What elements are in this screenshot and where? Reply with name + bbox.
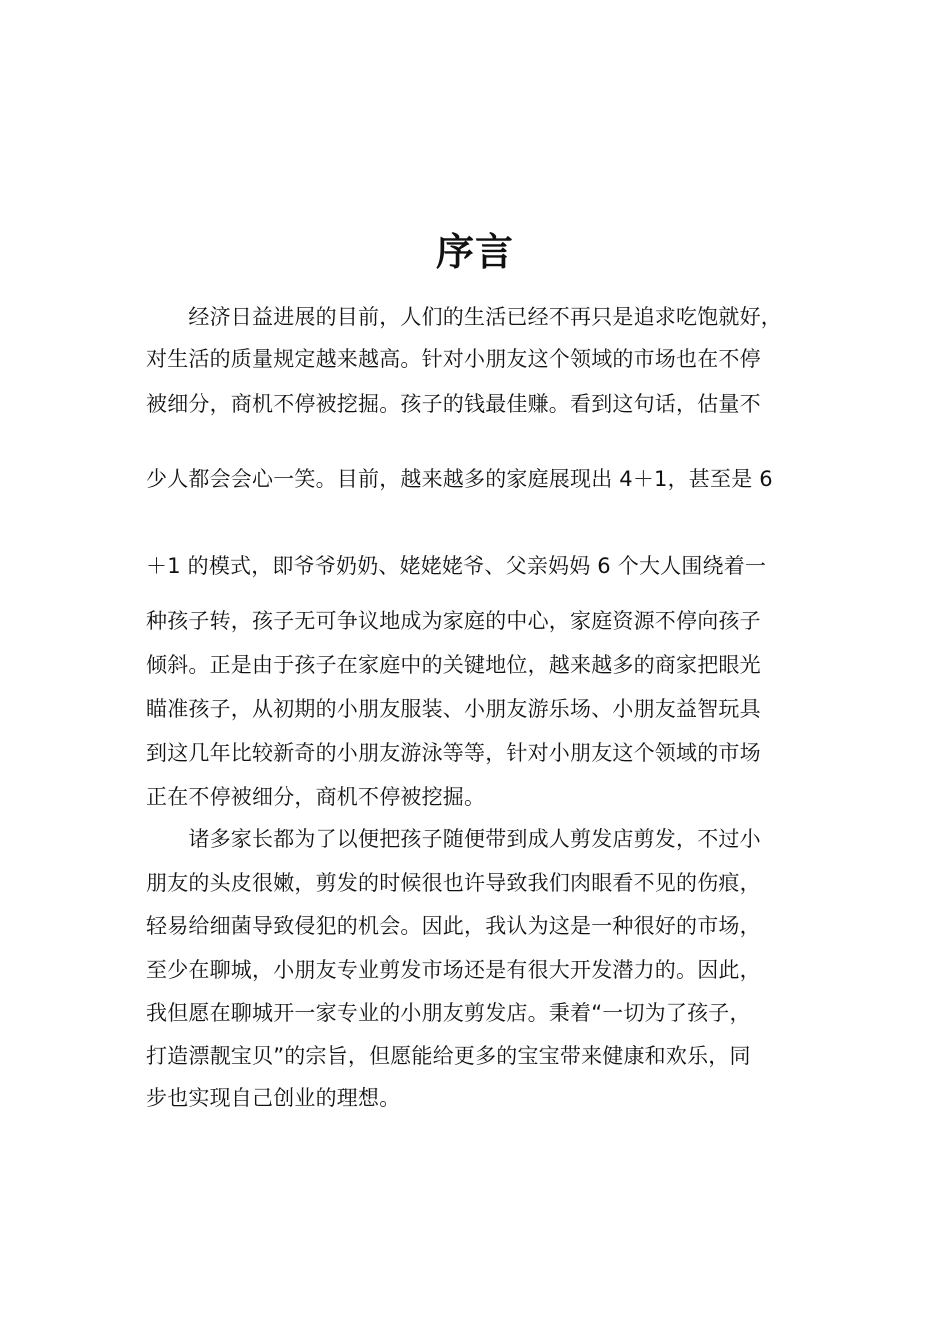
body-line-5: ＋1 的模式，即爷爷奶奶、姥姥姥爷、父亲妈妈 6 个大人围绕着一 [146,554,767,578]
body-line-14: 至少在聊城，小朋友专业剪发市场还是有很大开发潜力的。因此， [146,958,761,982]
body-line-9: 到这几年比较新奇的小朋友游泳等等，针对小朋友这个领域的市场 [146,741,761,765]
body-line-16: 打造漂靓宝贝”的宗旨，但愿能给更多的宝宝带来健康和欢乐，同 [146,1044,751,1068]
body-line-1: 经济日益进展的目前，人们的生活已经不再只是追求吃饱就好， [146,305,782,329]
body-line-15: 我但愿在聊城开一家专业的小朋友剪发店。秉着“一切为了孩子， [146,1001,751,1025]
body-line-2: 对生活的质量规定越来越高。针对小朋友这个领域的市场也在不停 [146,347,761,371]
body-line-11: 诸多家长都为了以便把孩子随便带到成人剪发店剪发，不过小 [146,827,761,851]
body-line-13: 轻易给细菌导致侵犯的机会。因此，我认为这是一种很好的市场， [146,914,761,938]
body-line-8: 瞄准孩子，从初期的小朋友服装、小朋友游乐场、小朋友益智玩具 [146,697,761,721]
body-line-7: 倾斜。正是由于孩子在家庭中的关键地位，越来越多的商家把眼光 [146,653,761,677]
body-line-17: 步也实现自己创业的理想。 [146,1086,401,1110]
body-line-3: 被细分，商机不停被挖掘。孩子的钱最佳赚。看到这句话，估量不 [146,392,761,416]
body-line-12: 朋友的头皮很嫩，剪发的时候很也许导致我们肉眼看不见的伤痕， [146,871,761,895]
body-line-4: 少人都会会心一笑。目前，越来越多的家庭展现出 4＋1，甚至是 6 [146,467,773,491]
body-line-6: 种孩子转，孩子无可争议地成为家庭的中心，家庭资源不停向孩子 [146,609,761,633]
page-title: 序言 [435,230,514,274]
body-line-10: 正在不停被细分，商机不停被挖掘。 [146,785,486,809]
